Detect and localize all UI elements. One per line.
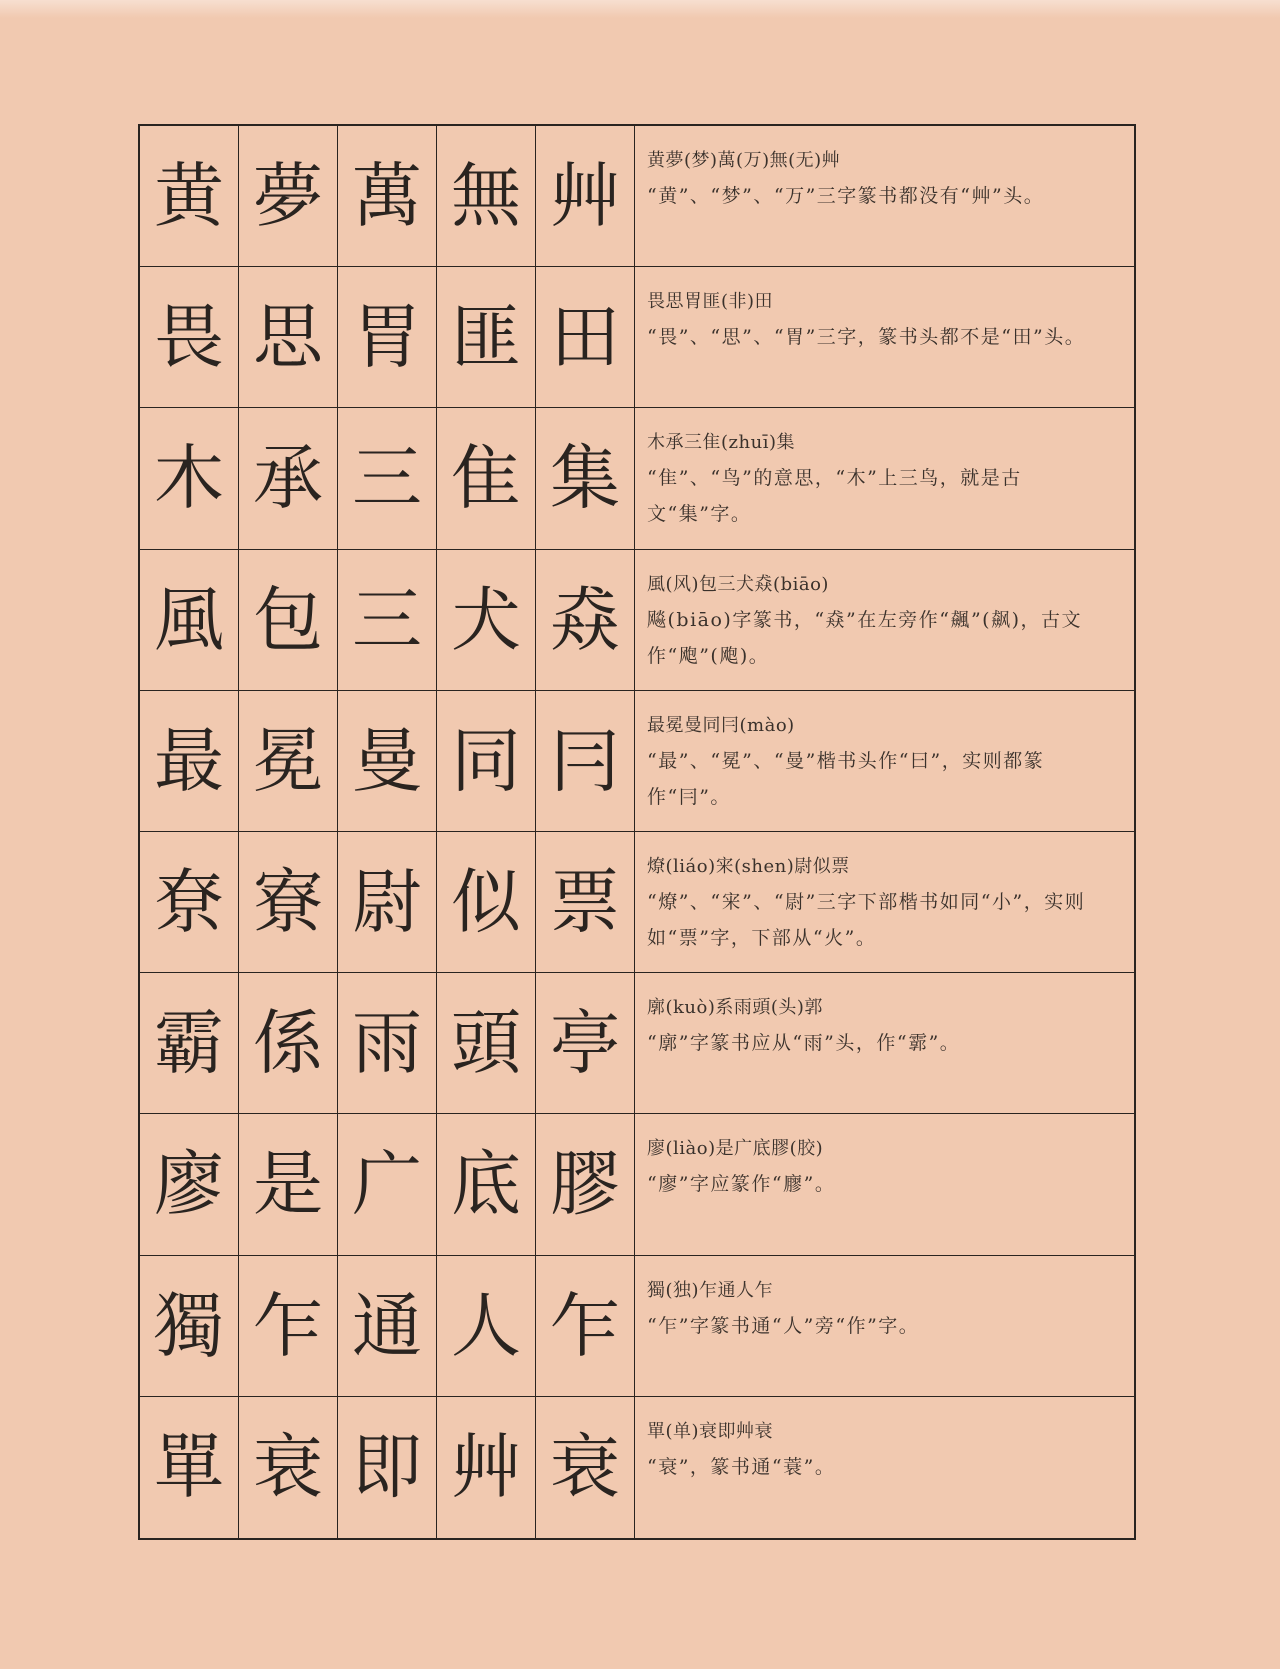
seal-glyph: 胃 xyxy=(338,267,437,407)
explanation-text: “廓”字篆书应从“雨”头，作“霩”。 xyxy=(647,1032,961,1055)
seal-glyph: 黄 xyxy=(140,126,239,266)
seal-glyph: 畏 xyxy=(140,267,239,407)
seal-glyph: 寮 xyxy=(239,832,338,972)
seal-glyph: 艸 xyxy=(536,126,635,266)
verse-line: 風(风)包三犬猋(biāo) xyxy=(647,573,829,595)
seal-glyph: 獨 xyxy=(140,1256,239,1396)
table-row xyxy=(140,126,1134,267)
explanation-text: “乍”字篆书通“人”旁“作”字。 xyxy=(647,1314,920,1337)
seal-glyph: 即 xyxy=(338,1397,437,1538)
seal-glyph: 三 xyxy=(338,550,437,690)
explanation-text: “廖”字应篆作“廫”。 xyxy=(647,1173,836,1196)
verse-line: 廖(liào)是广底膠(胶) xyxy=(647,1138,824,1160)
seal-glyph: 田 xyxy=(536,267,635,407)
seal-glyph: 乍 xyxy=(536,1256,635,1396)
seal-glyph: 係 xyxy=(239,973,338,1113)
seal-glyph: 亭 xyxy=(536,973,635,1113)
table-row xyxy=(140,691,1134,832)
verse-line: 黄夢(梦)萬(万)無(无)艸 xyxy=(647,150,841,171)
note-cell xyxy=(635,550,1134,690)
seal-glyph: 衰 xyxy=(536,1397,635,1538)
seal-glyph: 票 xyxy=(536,832,635,972)
seal-glyph: 三 xyxy=(338,408,437,548)
note-cell xyxy=(635,691,1134,831)
note-cell xyxy=(635,973,1134,1113)
seal-glyph: 是 xyxy=(239,1114,338,1254)
table-row xyxy=(140,408,1134,549)
verse-line: 燎(liáo)宩(shen)尉似票 xyxy=(647,856,850,877)
seal-glyph: 廖 xyxy=(140,1114,239,1254)
seal-glyph: 最 xyxy=(140,691,239,831)
verse-line: 畏思胃匪(非)田 xyxy=(647,291,774,313)
note-cell xyxy=(635,126,1134,266)
explanation-text: “畏”、“思”、“胃”三字，篆书头都不是“田”头。 xyxy=(647,326,1086,349)
seal-script-table xyxy=(138,124,1136,1540)
note-cell xyxy=(635,1114,1134,1254)
seal-glyph: 雨 xyxy=(338,973,437,1113)
explanation-text: “黄”、“梦”、“万”三字篆书都没有“艸”头。 xyxy=(647,185,1045,207)
seal-glyph: 艸 xyxy=(437,1397,536,1538)
table-row xyxy=(140,1114,1134,1255)
seal-glyph: 冕 xyxy=(239,691,338,831)
seal-glyph: 思 xyxy=(239,267,338,407)
seal-glyph: 冃 xyxy=(536,691,635,831)
seal-glyph: 曼 xyxy=(338,691,437,831)
seal-glyph: 尉 xyxy=(338,832,437,972)
seal-glyph: 單 xyxy=(140,1397,239,1538)
verse-line: 木承三隹(zhuī)集 xyxy=(647,432,795,454)
explanation-text: “隹”、“鸟”的意思，“木”上三鸟，就是古文“集”字。 xyxy=(647,467,1022,526)
explanation-text: “衰”，篆书通“蓑”。 xyxy=(647,1455,836,1478)
seal-glyph: 猋 xyxy=(536,550,635,690)
seal-glyph: 膠 xyxy=(536,1114,635,1254)
seal-glyph: 同 xyxy=(437,691,536,831)
table-row xyxy=(140,1256,1134,1397)
seal-glyph: 隹 xyxy=(437,408,536,548)
note-cell xyxy=(635,1397,1134,1538)
seal-glyph: 霸 xyxy=(140,973,239,1113)
seal-glyph: 犬 xyxy=(437,550,536,690)
verse-line: 獨(独)乍通人乍 xyxy=(647,1279,774,1301)
explanation-text: 飚(biāo)字篆书，“猋”在左旁作“飆”(飙)，古文作“飑”(飑)。 xyxy=(647,608,1083,667)
seal-glyph: 萬 xyxy=(338,126,437,266)
table-row xyxy=(140,973,1134,1114)
seal-glyph: 夢 xyxy=(239,126,338,266)
seal-glyph: 广 xyxy=(338,1114,437,1254)
note-cell xyxy=(635,832,1134,972)
note-cell xyxy=(635,267,1134,407)
table-row xyxy=(140,1397,1134,1538)
note-cell xyxy=(635,1256,1134,1396)
verse-line: 廓(kuò)系雨頭(头)郭 xyxy=(647,997,823,1019)
seal-glyph: 底 xyxy=(437,1114,536,1254)
seal-glyph: 集 xyxy=(536,408,635,548)
seal-glyph: 通 xyxy=(338,1256,437,1396)
seal-glyph: 木 xyxy=(140,408,239,548)
verse-line: 最冕曼同冃(mào) xyxy=(647,714,795,736)
explanation-text: “燎”、“宩”、“尉”三字下部楷书如同“小”，实则如“票”字，下部从“火”。 xyxy=(647,891,1086,949)
seal-glyph: 包 xyxy=(239,550,338,690)
explanation-text: “最”、“冕”、“曼”楷书头作“曰”，实则都篆作“冃”。 xyxy=(647,749,1045,808)
seal-glyph: 頭 xyxy=(437,973,536,1113)
seal-glyph: 尞 xyxy=(140,832,239,972)
seal-glyph: 衰 xyxy=(239,1397,338,1538)
table-row xyxy=(140,832,1134,973)
verse-line: 單(单)衰即艸衰 xyxy=(647,1420,774,1442)
note-cell xyxy=(635,408,1134,548)
seal-glyph: 人 xyxy=(437,1256,536,1396)
seal-glyph: 乍 xyxy=(239,1256,338,1396)
page-top-edge xyxy=(0,0,1280,18)
seal-glyph: 無 xyxy=(437,126,536,266)
seal-glyph: 承 xyxy=(239,408,338,548)
seal-glyph: 風 xyxy=(140,550,239,690)
table-row xyxy=(140,550,1134,691)
seal-glyph: 似 xyxy=(437,832,536,972)
table-row xyxy=(140,267,1134,408)
seal-glyph: 匪 xyxy=(437,267,536,407)
